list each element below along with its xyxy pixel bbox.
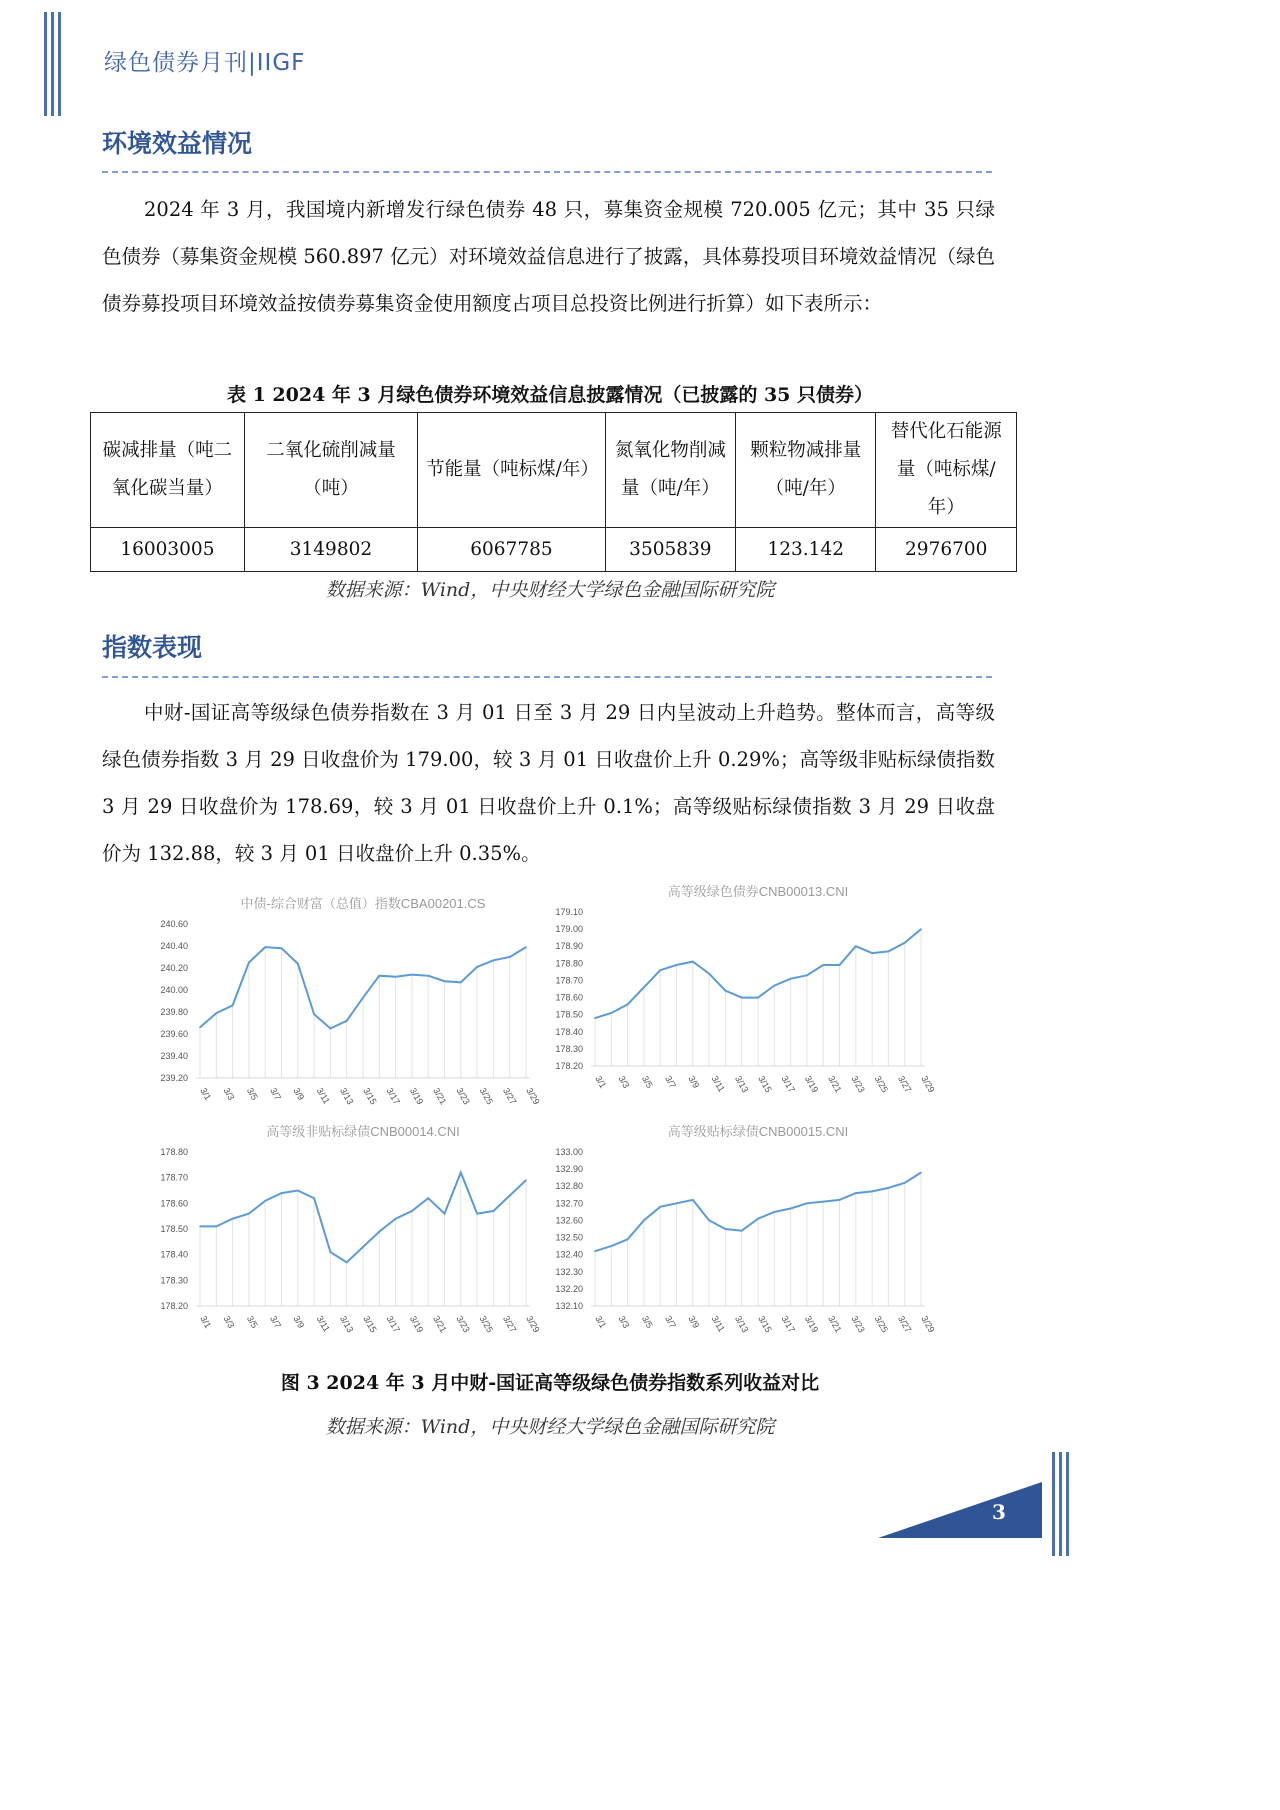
data-point: [888, 951, 890, 953]
data-point: [725, 1228, 727, 1230]
x-tick-label: 3/27: [895, 1314, 914, 1335]
x-tick-label: 3/25: [872, 1314, 891, 1335]
data-point: [888, 1187, 890, 1189]
data-point: [790, 978, 792, 980]
data-point: [855, 945, 857, 947]
x-tick-label: 3/25: [872, 1074, 891, 1095]
data-point: [264, 1200, 266, 1202]
data-point: [427, 975, 429, 977]
y-tick-label: 178.60: [555, 992, 583, 1003]
y-tick-label: 132.20: [555, 1283, 583, 1294]
chart-title: 高等级非贴标绿债CNB00014.CNI: [266, 1124, 460, 1139]
page-number-banner: [878, 1482, 1042, 1538]
data-point: [493, 1210, 495, 1212]
table-source: 数据来源：Wind，中央财经大学绿色金融国际研究院: [325, 579, 775, 601]
data-point: [216, 1012, 218, 1014]
y-tick-label: 240.00: [160, 985, 188, 995]
section-heading-index: 指数表现: [102, 633, 203, 662]
data-point: [774, 985, 776, 987]
data-point: [232, 1005, 234, 1007]
data-point: [411, 1210, 413, 1212]
table-header: 颗粒物减排量（吨/年）: [736, 413, 876, 528]
x-tick-label: 3/19: [407, 1314, 426, 1335]
table-cell: 2976700: [876, 528, 1017, 572]
table-header: 替代化石能源量（吨标煤/年）: [876, 413, 1017, 528]
data-point: [395, 976, 397, 978]
data-point: [411, 974, 413, 976]
x-tick-label: 3/7: [268, 1086, 284, 1102]
data-point: [741, 1230, 743, 1232]
x-tick-label: 3/27: [895, 1074, 914, 1095]
data-point: [594, 1017, 596, 1019]
x-tick-label: 3/23: [849, 1314, 867, 1335]
table-cell: 16003005: [91, 528, 245, 572]
x-tick-label: 3/13: [337, 1086, 356, 1107]
data-point: [659, 969, 661, 971]
figure-source: 数据来源：Wind，中央财经大学绿色金融国际研究院: [325, 1416, 775, 1438]
data-point: [659, 1206, 661, 1208]
y-tick-label: 178.30: [160, 1275, 188, 1286]
environment-paragraph: [102, 186, 995, 327]
x-tick-label: 3/3: [221, 1086, 237, 1102]
y-tick-label: 132.60: [555, 1215, 583, 1226]
y-tick-label: 178.80: [555, 958, 583, 969]
y-tick-label: 178.40: [555, 1026, 583, 1037]
x-tick-label: 3/9: [686, 1074, 702, 1090]
y-tick-label: 178.50: [160, 1224, 188, 1234]
y-tick-label: 178.20: [555, 1061, 583, 1071]
x-tick-label: 3/7: [663, 1074, 679, 1090]
x-tick-label: 3/11: [314, 1086, 332, 1106]
data-point: [525, 946, 527, 948]
data-point: [297, 963, 299, 965]
y-tick-label: 240.40: [160, 941, 188, 951]
data-point: [493, 960, 495, 962]
x-tick-label: 3/27: [500, 1086, 519, 1107]
x-tick-label: 3/23: [454, 1314, 472, 1335]
data-point: [920, 1172, 922, 1174]
data-point: [643, 1220, 645, 1222]
table-cell: 3149802: [244, 528, 417, 572]
x-tick-label: 3/15: [756, 1074, 774, 1095]
x-tick-label: 3/19: [802, 1074, 821, 1095]
x-tick-label: 3/23: [454, 1086, 472, 1107]
x-tick-label: 3/13: [337, 1314, 356, 1335]
chart-title: 中债-综合财富（总值）指数CBA00201.CS: [240, 896, 486, 911]
data-point: [676, 964, 678, 966]
y-tick-label: 239.40: [160, 1051, 188, 1061]
page-number: 3: [992, 1500, 1006, 1524]
x-tick-label: 3/1: [593, 1314, 609, 1330]
data-point: [346, 1020, 348, 1022]
data-point: [871, 952, 873, 954]
x-tick-label: 3/3: [616, 1074, 632, 1090]
data-point: [444, 1213, 446, 1215]
data-point: [920, 928, 922, 930]
y-tick-label: 132.70: [555, 1198, 583, 1209]
y-tick-label: 178.80: [160, 1147, 188, 1157]
data-point: [774, 1211, 776, 1213]
x-tick-label: 3/21: [826, 1314, 844, 1335]
data-point: [509, 1195, 511, 1197]
y-tick-label: 178.50: [555, 1009, 583, 1020]
data-point: [216, 1226, 218, 1228]
x-tick-label: 3/13: [732, 1314, 751, 1335]
x-tick-label: 3/13: [732, 1074, 751, 1095]
data-point: [676, 1203, 678, 1205]
x-tick-label: 3/19: [407, 1086, 426, 1107]
data-point: [330, 1251, 332, 1253]
data-point: [757, 997, 759, 999]
data-point: [725, 990, 727, 992]
data-point: [281, 947, 283, 949]
chart-4: [545, 1118, 940, 1343]
table-cell: 3505839: [605, 528, 735, 572]
data-point: [248, 1213, 250, 1215]
data-point: [741, 997, 743, 999]
data-point: [362, 1246, 364, 1248]
x-tick-label: 3/7: [663, 1314, 679, 1330]
y-tick-label: 132.80: [555, 1181, 583, 1192]
data-point: [232, 1218, 234, 1220]
data-point: [611, 1012, 613, 1014]
y-tick-label: 239.60: [160, 1029, 188, 1039]
data-point: [379, 975, 381, 977]
data-point: [822, 1201, 824, 1203]
data-point: [904, 942, 906, 944]
x-tick-label: 3/17: [779, 1074, 797, 1095]
y-tick-label: 178.70: [555, 975, 583, 986]
table-caption: 表 1 2024 年 3 月绿色债券环境效益信息披露情况（已披露的 35 只债券）: [226, 384, 874, 406]
data-point: [248, 962, 250, 964]
data-point: [806, 975, 808, 977]
x-tick-label: 3/7: [268, 1314, 284, 1330]
x-tick-label: 3/1: [198, 1314, 214, 1330]
x-tick-label: 3/1: [198, 1086, 214, 1102]
environment-paragraph-text: 2024 年 3 月，我国境内新增发行绿色债券 48 只，募集资金规模 720.005 亿元；其中 35 只绿色债券（募集资金规模 560.897 亿元）对环境效益信息进行了披露，具体募投项目环境效益情况（绿色债券募投项目环境效益按债券募集资金使用额度占项目总投资比例进行折算）如下表所示：: [102, 198, 995, 315]
x-tick-label: 3/5: [244, 1314, 260, 1330]
y-tick-label: 178.60: [160, 1198, 188, 1209]
y-tick-label: 132.90: [555, 1164, 583, 1175]
header-title: 绿色债券月刊|IIGF: [104, 50, 306, 76]
chart-svg: [545, 878, 940, 1103]
data-point: [313, 1013, 315, 1015]
data-point: [199, 1027, 201, 1029]
x-tick-label: 3/3: [221, 1314, 237, 1330]
data-point: [806, 1203, 808, 1205]
data-point: [362, 997, 364, 999]
data-point: [839, 964, 841, 966]
x-tick-label: 3/25: [477, 1314, 496, 1335]
x-tick-label: 3/19: [802, 1314, 821, 1335]
y-tick-label: 239.80: [160, 1007, 188, 1017]
data-point: [594, 1250, 596, 1252]
chart-svg: [150, 890, 545, 1115]
data-point: [476, 966, 478, 968]
data-point: [199, 1226, 201, 1228]
data-point: [692, 961, 694, 963]
table-header: 节能量（吨标煤/年）: [418, 413, 606, 528]
y-tick-label: 240.60: [160, 919, 188, 929]
x-tick-label: 3/21: [826, 1074, 844, 1095]
data-point: [264, 946, 266, 948]
data-point: [839, 1199, 841, 1201]
y-tick-label: 178.90: [555, 941, 583, 952]
x-tick-label: 3/29: [919, 1314, 937, 1335]
chart-2: [545, 878, 940, 1103]
section-heading-environment: 环境效益情况: [102, 129, 253, 158]
y-tick-label: 179.00: [555, 924, 583, 935]
data-point: [330, 1028, 332, 1030]
data-point: [692, 1199, 694, 1201]
x-tick-label: 3/17: [384, 1314, 402, 1335]
data-point: [313, 1197, 315, 1199]
x-tick-label: 3/29: [919, 1074, 937, 1095]
environment-table: [90, 412, 1017, 572]
x-tick-label: 3/5: [639, 1314, 655, 1330]
data-point: [627, 1004, 629, 1006]
y-tick-label: 132.30: [555, 1266, 583, 1277]
x-tick-label: 3/21: [431, 1086, 449, 1107]
x-tick-label: 3/9: [291, 1314, 307, 1330]
chart-title: 高等级贴标绿债CNB00015.CNI: [667, 1124, 849, 1139]
data-point: [611, 1245, 613, 1247]
section-divider: [102, 171, 992, 173]
data-point: [822, 964, 824, 966]
chart-title: 高等级绿色债券CNB00013.CNI: [667, 884, 849, 899]
y-tick-label: 179.10: [555, 907, 583, 917]
data-point: [346, 1262, 348, 1264]
data-point: [427, 1197, 429, 1199]
table-header: 二氧化硫削减量（吨）: [244, 413, 417, 528]
index-paragraph: [102, 689, 995, 877]
x-tick-label: 3/29: [524, 1086, 542, 1107]
x-tick-label: 3/1: [593, 1074, 609, 1090]
data-point: [297, 1190, 299, 1192]
table-row: [91, 528, 1017, 572]
data-point: [476, 1213, 478, 1215]
y-tick-label: 239.20: [160, 1073, 188, 1083]
table-cell: 123.142: [736, 528, 876, 572]
y-tick-label: 133.00: [555, 1147, 583, 1157]
data-point: [627, 1238, 629, 1240]
x-tick-label: 3/17: [779, 1314, 797, 1335]
x-tick-label: 3/27: [500, 1314, 519, 1335]
data-point: [460, 982, 462, 984]
data-point: [509, 956, 511, 958]
x-tick-label: 3/11: [709, 1074, 727, 1094]
table-cell: 6067785: [418, 528, 606, 572]
x-tick-label: 3/29: [524, 1314, 542, 1335]
data-point: [708, 973, 710, 975]
x-tick-label: 3/9: [686, 1314, 702, 1330]
y-tick-label: 178.30: [555, 1043, 583, 1054]
x-tick-label: 3/9: [291, 1086, 307, 1102]
x-tick-label: 3/15: [756, 1314, 774, 1335]
x-tick-label: 3/21: [431, 1314, 449, 1335]
data-point: [379, 1231, 381, 1233]
data-point: [525, 1179, 527, 1181]
data-point: [757, 1218, 759, 1220]
index-paragraph-text: 中财-国证高等级绿色债券指数在 3 月 01 日至 3 月 29 日内呈波动上升趋势。整体而言，高等级绿色债券指数 3 月 29 日收盘价为 179.00，较 3 月 01 日收盘价上升 0.29%；高等级非贴标绿债指数 3 月 29 日收盘价为 178.69，较 3 月 01 日收盘价上升 0.1%；高等级贴标绿债指数 3 月 29 日收盘价为 132.88，较 3 月 01 日收盘价上升 0.35%。: [102, 701, 995, 865]
y-tick-label: 132.40: [555, 1249, 583, 1260]
data-point: [395, 1218, 397, 1220]
data-point: [444, 980, 446, 982]
y-tick-label: 178.70: [160, 1172, 188, 1183]
x-tick-label: 3/17: [384, 1086, 402, 1107]
data-point: [871, 1191, 873, 1193]
x-tick-label: 3/11: [314, 1314, 332, 1334]
y-tick-label: 132.50: [555, 1232, 583, 1243]
data-point: [460, 1172, 462, 1174]
data-point: [643, 986, 645, 988]
y-tick-label: 178.40: [160, 1249, 188, 1260]
data-point: [904, 1182, 906, 1184]
table-header: 氮氧化物削减量（吨/年）: [605, 413, 735, 528]
x-tick-label: 3/11: [709, 1314, 727, 1334]
chart-3: [150, 1118, 545, 1343]
chart-svg: [150, 1118, 545, 1343]
chart-svg: [545, 1118, 940, 1343]
figure-caption: 图 3 2024 年 3 月中财-国证高等级绿色债券指数系列收益对比: [280, 1372, 820, 1394]
data-point: [790, 1208, 792, 1210]
x-tick-label: 3/3: [616, 1314, 632, 1330]
y-tick-label: 240.20: [160, 963, 188, 973]
table-header: 碳减排量（吨二氧化碳当量）: [91, 413, 245, 528]
x-tick-label: 3/25: [477, 1086, 496, 1107]
x-tick-label: 3/5: [244, 1086, 260, 1102]
y-tick-label: 178.20: [160, 1301, 188, 1311]
data-point: [855, 1192, 857, 1194]
x-tick-label: 3/5: [639, 1074, 655, 1090]
section-divider: [102, 676, 992, 678]
data-point: [708, 1220, 710, 1222]
chart-1: [150, 890, 545, 1115]
x-tick-label: 3/15: [361, 1314, 379, 1335]
y-tick-label: 132.10: [555, 1301, 583, 1311]
data-point: [281, 1192, 283, 1194]
x-tick-label: 3/23: [849, 1074, 867, 1095]
x-tick-label: 3/15: [361, 1086, 379, 1107]
